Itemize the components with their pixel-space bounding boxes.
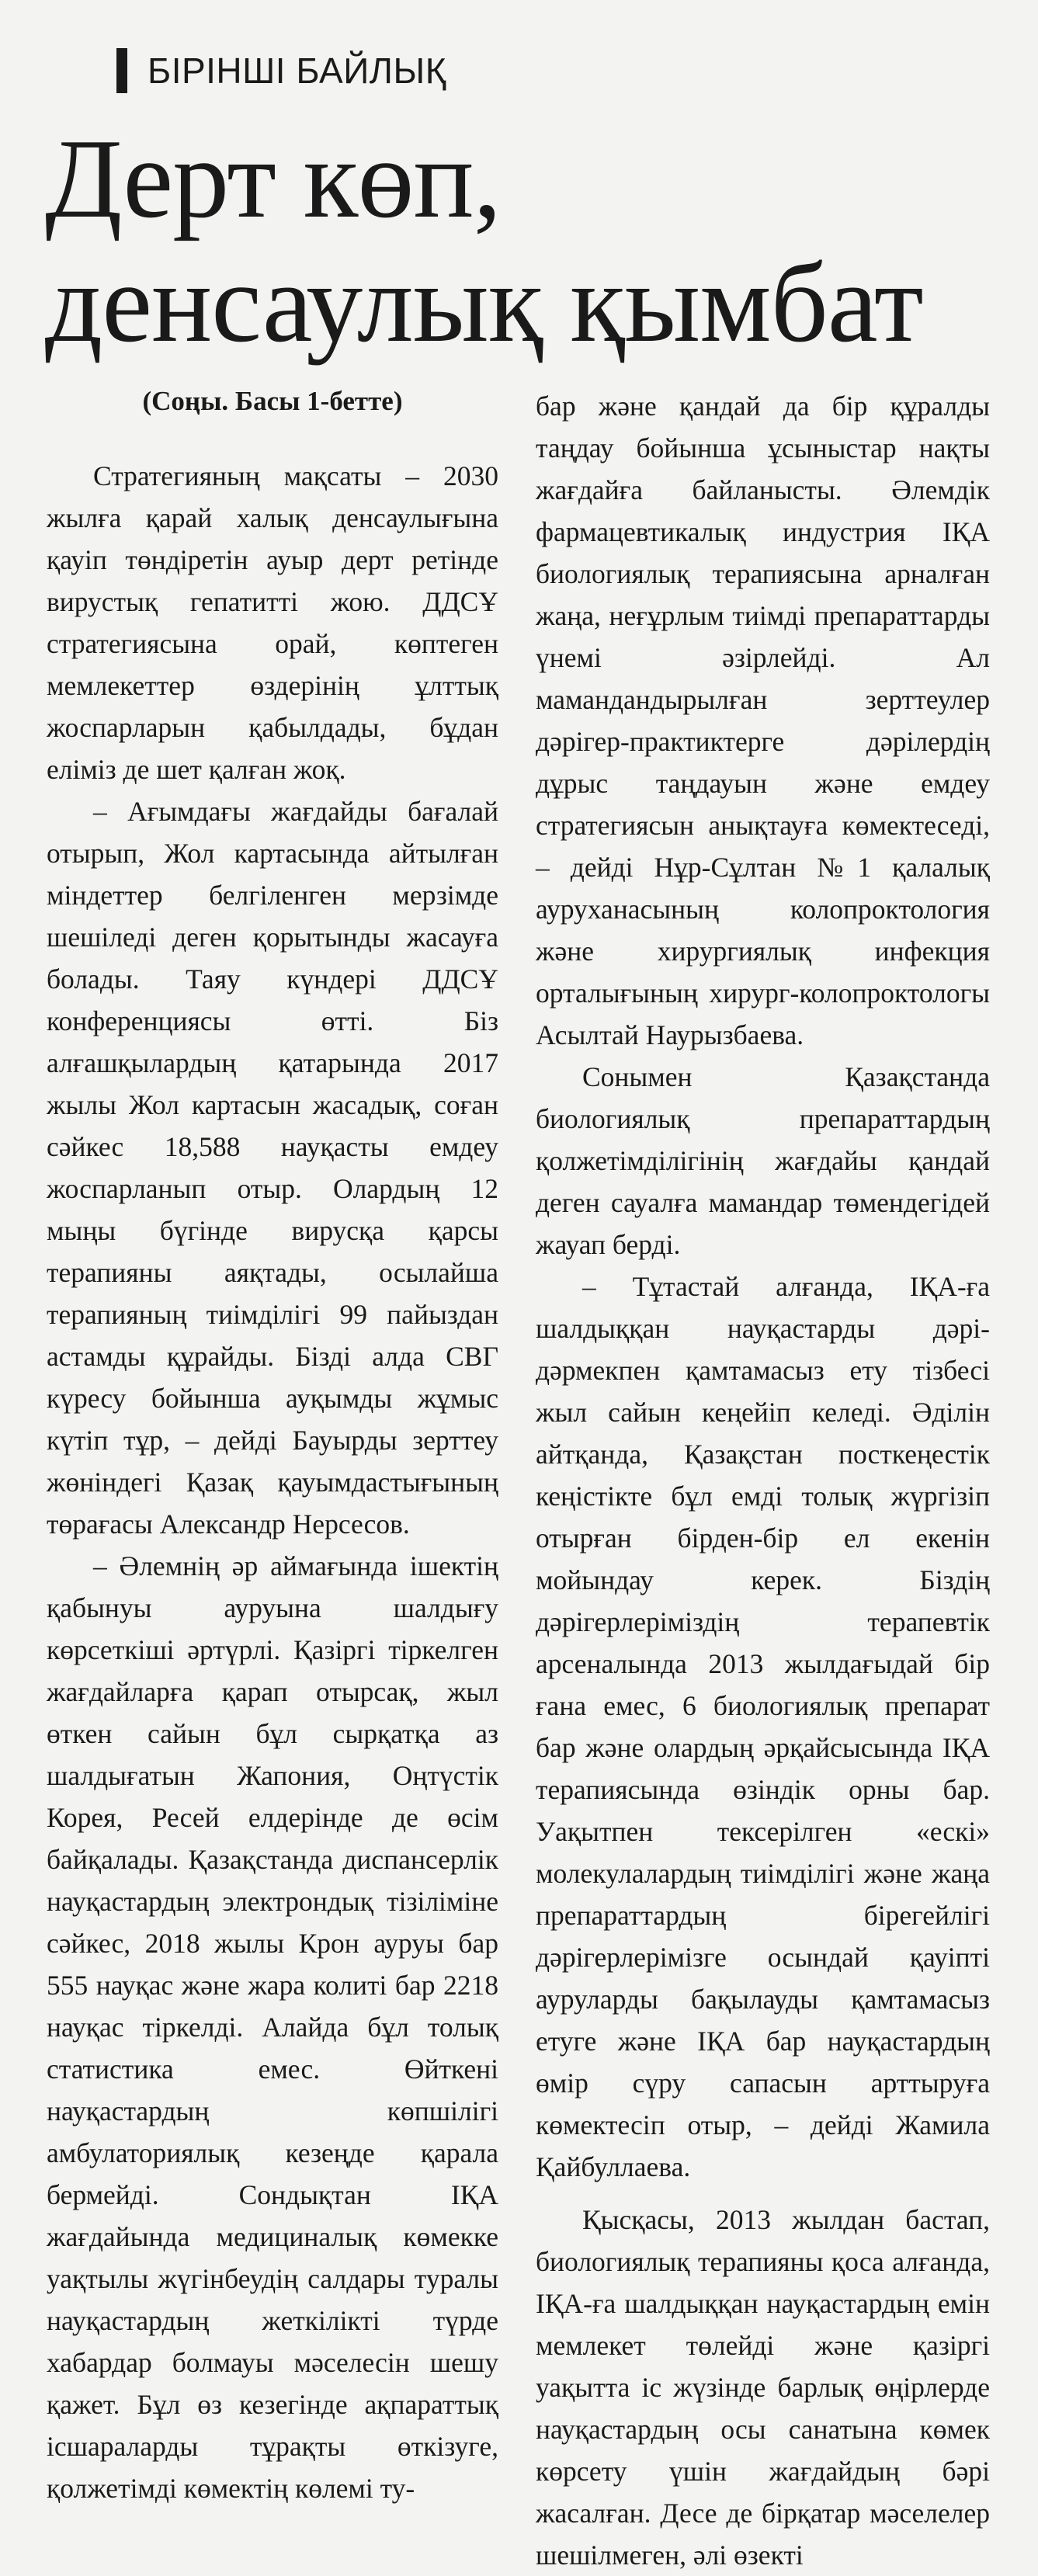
left-column xyxy=(47,380,498,2509)
headline-line-1: Дерт көп, xyxy=(45,116,502,241)
continued-note: (Соңы. Басы 1-бетте) xyxy=(142,386,403,416)
headline-line-2: денсаулық қымбат xyxy=(45,240,923,366)
rubric-label: БІРІНШІ БАЙЛЫҚ xyxy=(148,50,446,91)
section-rubric xyxy=(116,48,446,93)
paragraph: Сонымен Қазақстанда биологиялық препараттардың қолжетімділігінің жағдайы қандай деген сауалға мамандар төмендегідей жауап берді. xyxy=(536,1061,990,1260)
paragraph: – Тұтастай алғанда, ІҚА-ға шалдыққан науқастарды дәрі-дәрмекпен қамтамасыз ету тізбесі жыл сайын кеңейіп келеді. Әділін айтқанда, Қазақстан посткеңестік кеңістікте бұл емді толық жүргізіп отырған бірден-бір ел екенін мойындау керек. Біздің дәрігерлеріміздің терапевтік арсеналында 2013 жылдағыдай бір ғана емес, 6 биологиялық препарат бар және олардың әрқайсысында ІҚА терапиясында өзіндік орны бар. Уақытпен тексерілген «ескі» молекулалардың тиімділігі және жаңа препараттардың бірегейлігі дәрігерлерімізге осындай қауіпті ауруларды бақылауды қамтамасыз етуге және ІҚА бар науқастардың өмір сүру сапасын арттыруға көмектесіп отыр, – дейді Жамила Қайбуллаева. xyxy=(536,1271,990,2182)
paragraph: – Әлемнің әр аймағында ішектің қабынуы ауруына шалдығу көрсеткіші әртүрлі. Қазіргі тіркелген жағдайларға қарап отырсақ, жыл өткен сайын бұл сырқатқа аз шалдығатын Жапония, Оңтүстік Корея, Ресей елдерінде де өсім байқалады. Қазақстанда диспансерлік науқастардың электрондық тізіліміне сәйкес, 2018 жылы Крон ауруы бар 555 науқас және жара колиті бар 2218 науқас тіркелді. Алайда бұл толық статистика емес. Өйткені науқастардың көпшілігі амбулаториялық кезеңде қарала бермейді. Сондықтан ІҚА жағдайында медициналық көмекке уақтылы жүгінбеудің салдары туралы науқастардың жеткілікті түрде хабардар болмауы мәселесін шешу қажет. Бұл өз кезегінде ақпараттық ісшараларды тұрақты өткізуге, қолжетімді көмектің көлемі ту- xyxy=(47,1550,498,2504)
rubric-bar xyxy=(116,48,127,93)
paragraph: бар және қандай да бір құралды таңдау бойынша ұсыныстар нақты жағдайға байланысты. Әлемдік фармацевтикалық индустрия ІҚА биологиялық терапиясына арналған жаңа, неғұрлым тиімді препараттарды үнемі әзірлейді. Ал мамандандырылған зерттеулер дәрігер-практиктерге дәрілердің дұрыс таңдауын және емдеу стратегиясын анықтауға көмектеседі, – дейді Нұр-Сұлтан №1 қалалық ауруханасының колопроктология және хирургиялық инфекция орталығының хирург-колопроктологы Асылтай Наурызбаева. xyxy=(536,391,990,1050)
article-headline xyxy=(45,116,1023,365)
paragraph: – Ағымдағы жағдайды бағалай отырып, Жол картасында айтылған міндеттер белгіленген мерзімде шешіледі деген қорытынды жасауға болады. Таяу күндері ДДСҰ конференциясы өтті. Біз алғашқылардың қатарында 2017 жылы Жол картасын жасадық, соған сәйкес 18,588 науқасты емдеу жоспарланып отыр. Олардың 12 мыңы бүгінде вирусқа қарсы терапияны аяқтады, осылайша терапияның тиімділігі 99 пайыздан астамды құрайды. Бізді алда СВГ күресу бойынша ауқымды жұмыс күтіп тұр, – дейді Бауырды зерттеу жөніндегі Қазақ қауымдастығының төрағасы Александр Нерсесов. xyxy=(47,796,498,1540)
right-column xyxy=(536,385,990,2576)
paragraph: Стратегияның мақсаты – 2030 жылға қарай халық денсаулығына қауіп төндіретін ауыр дерт ретінде вирустық гепатитті жою. ДДСҰ стратегиясына орай, көптеген мемлекеттер өздерінің ұлттық жоспарларын қабылдады, бұдан еліміз де шет қалған жоқ. xyxy=(47,460,498,785)
paragraph: Қысқасы, 2013 жылдан бастап, биологиялық терапияны қоса алғанда, ІҚА-ға шалдыққан науқастардың емін мемлекет төлейді және қазіргі уақытта іс жүзінде барлық өңірлерде науқастардың осы санатына көмек көрсету үшін жағдайдың бәрі жасалған. Десе де бірқатар мәселелер шешілмеген, әлі өзекті xyxy=(536,2204,990,2571)
